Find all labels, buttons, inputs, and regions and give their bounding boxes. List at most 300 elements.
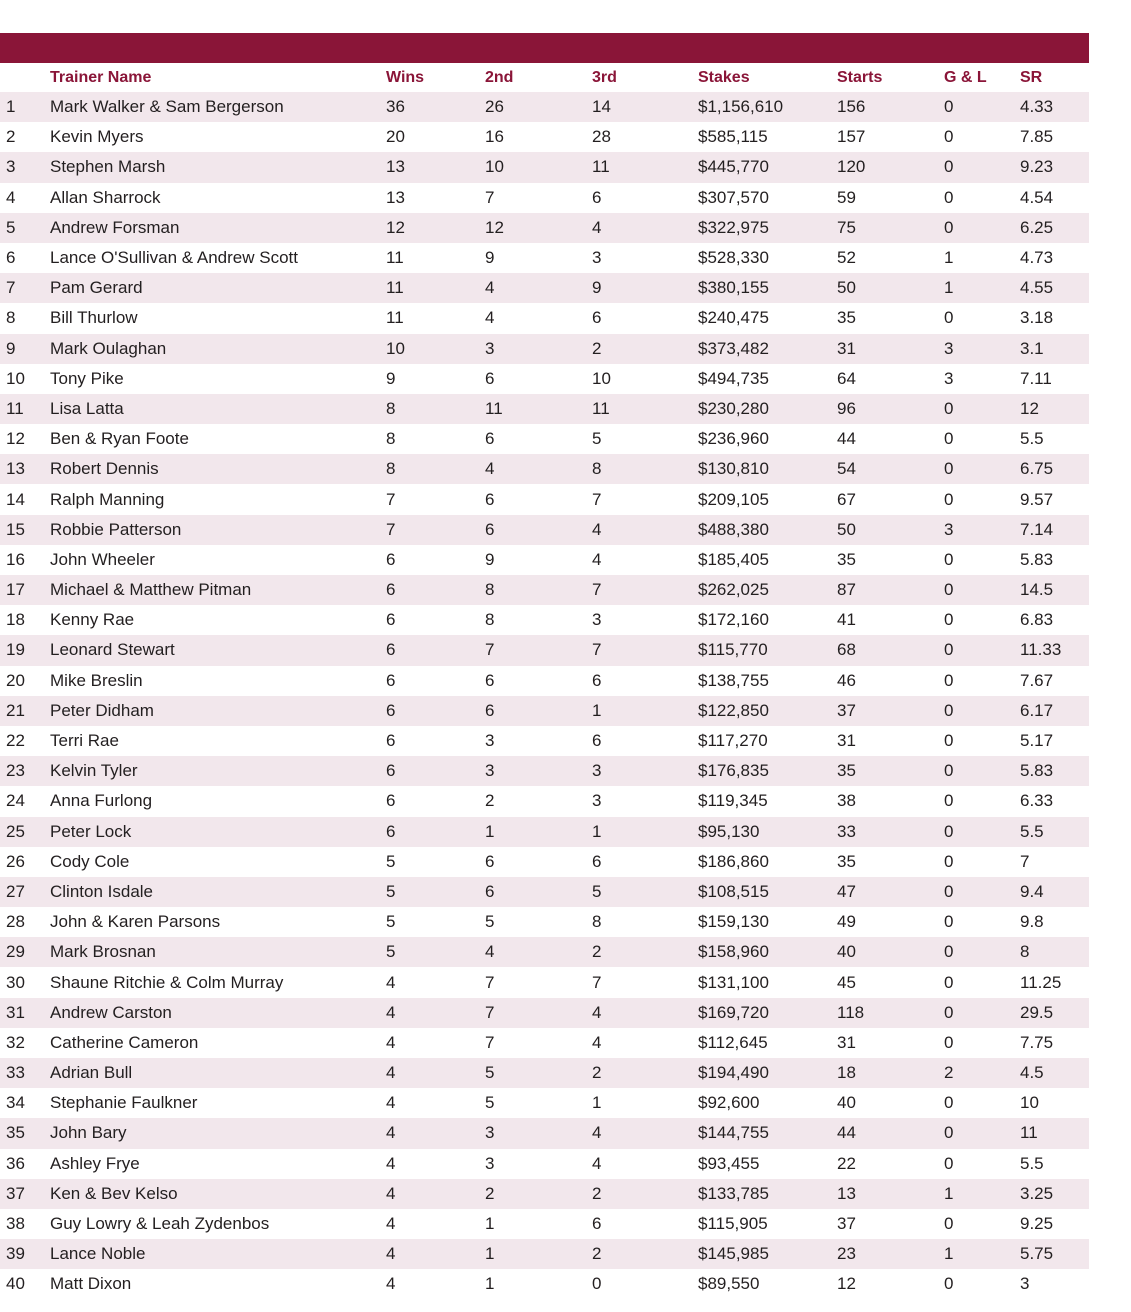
cell-sr: 8 (1020, 942, 1030, 962)
cell-second: 16 (485, 127, 504, 147)
cell-sr: 10 (1020, 1093, 1039, 1113)
cell-trainer-name: Peter Lock (50, 821, 132, 841)
cell-second: 9 (485, 248, 495, 268)
table-row (0, 937, 1089, 967)
cell-stakes: $236,960 (698, 429, 769, 449)
cell-sr: 9.4 (1020, 881, 1044, 901)
cell-wins: 4 (386, 1063, 396, 1083)
cell-wins: 4 (386, 1274, 396, 1294)
cell-gl: 0 (944, 549, 954, 569)
table-row (0, 666, 1089, 696)
cell-gl: 0 (944, 1274, 954, 1294)
cell-gl: 0 (944, 851, 954, 871)
cell-rank: 31 (6, 1002, 25, 1022)
cell-starts: 40 (837, 942, 856, 962)
cell-third: 2 (592, 942, 602, 962)
cell-gl: 0 (944, 1002, 954, 1022)
cell-second: 7 (485, 1002, 495, 1022)
cell-third: 3 (592, 791, 602, 811)
cell-stakes: $158,960 (698, 942, 769, 962)
cell-gl: 0 (944, 157, 954, 177)
cell-stakes: $93,455 (698, 1153, 760, 1173)
cell-sr: 4.33 (1020, 97, 1054, 117)
cell-gl: 0 (944, 731, 954, 751)
cell-starts: 54 (837, 459, 856, 479)
cell-trainer-name: Robbie Patterson (50, 519, 182, 539)
cell-rank: 9 (6, 338, 16, 358)
cell-rank: 39 (6, 1244, 25, 1264)
cell-second: 8 (485, 580, 495, 600)
table-row (0, 907, 1089, 937)
cell-stakes: $122,850 (698, 700, 769, 720)
cell-starts: 31 (837, 338, 856, 358)
cell-wins: 5 (386, 912, 396, 932)
cell-starts: 35 (837, 308, 856, 328)
cell-second: 3 (485, 338, 495, 358)
cell-rank: 15 (6, 519, 25, 539)
cell-wins: 36 (386, 97, 405, 117)
table-row (0, 243, 1089, 273)
cell-trainer-name: Kenny Rae (50, 610, 135, 630)
cell-trainer-name: Leonard Stewart (50, 640, 175, 660)
cell-sr: 7.67 (1020, 670, 1054, 690)
table-row (0, 756, 1089, 786)
cell-gl: 0 (944, 1093, 954, 1113)
table-row (0, 635, 1089, 665)
cell-second: 11 (485, 398, 503, 418)
cell-sr: 7 (1020, 851, 1030, 871)
cell-wins: 5 (386, 881, 396, 901)
cell-sr: 11.33 (1020, 640, 1062, 660)
cell-sr: 11.25 (1020, 972, 1062, 992)
cell-rank: 36 (6, 1153, 25, 1173)
cell-rank: 22 (6, 731, 25, 751)
cell-third: 8 (592, 459, 602, 479)
cell-gl: 1 (944, 1183, 954, 1203)
cell-trainer-name: John Wheeler (50, 549, 155, 569)
cell-second: 2 (485, 1183, 495, 1203)
cell-wins: 8 (386, 459, 396, 479)
cell-rank: 10 (6, 368, 25, 388)
table-row (0, 334, 1089, 364)
cell-second: 3 (485, 761, 495, 781)
cell-gl: 0 (944, 1153, 954, 1173)
cell-second: 12 (485, 217, 504, 237)
cell-second: 1 (485, 1244, 495, 1264)
cell-gl: 0 (944, 489, 954, 509)
cell-gl: 0 (944, 1032, 954, 1052)
table-row (0, 484, 1089, 514)
cell-gl: 1 (944, 248, 954, 268)
cell-sr: 3 (1020, 1274, 1030, 1294)
cell-sr: 5.5 (1020, 429, 1044, 449)
cell-rank: 32 (6, 1032, 25, 1052)
cell-third: 7 (592, 489, 602, 509)
cell-third: 6 (592, 1214, 602, 1234)
cell-wins: 10 (386, 338, 405, 358)
cell-trainer-name: Mike Breslin (50, 670, 143, 690)
cell-gl: 1 (944, 278, 954, 298)
cell-sr: 6.75 (1020, 459, 1054, 479)
cell-sr: 5.17 (1020, 731, 1054, 751)
table-row (0, 303, 1089, 333)
table-row (0, 273, 1089, 303)
table-row (0, 1239, 1089, 1269)
cell-sr: 29.5 (1020, 1002, 1054, 1022)
cell-third: 1 (592, 1093, 602, 1113)
cell-second: 1 (485, 1214, 495, 1234)
cell-gl: 0 (944, 187, 954, 207)
cell-third: 28 (592, 127, 611, 147)
cell-stakes: $115,905 (698, 1214, 768, 1234)
cell-rank: 6 (6, 248, 16, 268)
cell-rank: 34 (6, 1093, 25, 1113)
cell-gl: 1 (944, 1244, 954, 1264)
cell-trainer-name: Shaune Ritchie & Colm Murray (50, 972, 284, 992)
cell-stakes: $240,475 (698, 308, 769, 328)
table-header (0, 63, 1089, 92)
cell-starts: 44 (837, 1123, 856, 1143)
cell-gl: 0 (944, 308, 954, 328)
cell-sr: 5.75 (1020, 1244, 1054, 1264)
table-row (0, 122, 1089, 152)
table-row (0, 1088, 1089, 1118)
cell-third: 1 (592, 821, 602, 841)
cell-second: 3 (485, 731, 495, 751)
cell-third: 8 (592, 912, 602, 932)
cell-trainer-name: Peter Didham (50, 700, 154, 720)
table-body (0, 92, 1089, 1300)
cell-starts: 157 (837, 127, 866, 147)
cell-stakes: $194,490 (698, 1063, 769, 1083)
cell-third: 2 (592, 1183, 602, 1203)
cell-rank: 28 (6, 912, 25, 932)
cell-trainer-name: Kelvin Tyler (50, 761, 138, 781)
table-row (0, 998, 1089, 1028)
cell-starts: 156 (837, 97, 866, 117)
cell-starts: 96 (837, 398, 856, 418)
cell-sr: 9.8 (1020, 912, 1044, 932)
cell-gl: 0 (944, 761, 954, 781)
table-row (0, 877, 1089, 907)
cell-wins: 5 (386, 851, 396, 871)
cell-rank: 8 (6, 308, 16, 328)
cell-stakes: $176,835 (698, 761, 769, 781)
cell-trainer-name: Allan Sharrock (50, 187, 161, 207)
cell-sr: 9.25 (1020, 1214, 1054, 1234)
cell-stakes: $95,130 (698, 821, 760, 841)
cell-starts: 37 (837, 700, 856, 720)
column-header-rank (0, 63, 50, 92)
table-row (0, 1179, 1089, 1209)
cell-sr: 7.11 (1020, 368, 1052, 388)
cell-stakes: $89,550 (698, 1274, 760, 1294)
cell-stakes: $494,735 (698, 368, 769, 388)
cell-rank: 5 (6, 217, 16, 237)
cell-third: 4 (592, 1123, 602, 1143)
cell-trainer-name: Matt Dixon (50, 1274, 132, 1294)
cell-wins: 4 (386, 1002, 396, 1022)
cell-gl: 3 (944, 338, 954, 358)
cell-stakes: $115,770 (698, 640, 768, 660)
cell-wins: 7 (386, 489, 396, 509)
cell-stakes: $185,405 (698, 549, 769, 569)
cell-trainer-name: Ken & Bev Kelso (50, 1183, 178, 1203)
cell-starts: 50 (837, 278, 856, 298)
cell-trainer-name: Mark Oulaghan (50, 338, 167, 358)
cell-sr: 5.83 (1020, 761, 1054, 781)
cell-rank: 12 (6, 429, 25, 449)
cell-rank: 40 (6, 1274, 25, 1294)
cell-second: 2 (485, 791, 495, 811)
cell-trainer-name: Lisa Latta (50, 398, 124, 418)
table-row (0, 364, 1089, 394)
cell-rank: 29 (6, 942, 25, 962)
cell-trainer-name: Lance O'Sullivan & Andrew Scott (50, 248, 298, 268)
cell-gl: 0 (944, 580, 954, 600)
cell-rank: 27 (6, 881, 25, 901)
cell-rank: 20 (6, 670, 25, 690)
table-row (0, 1058, 1089, 1088)
table-row (0, 454, 1089, 484)
cell-wins: 6 (386, 821, 396, 841)
cell-gl: 0 (944, 1214, 954, 1234)
cell-third: 1 (592, 700, 602, 720)
cell-wins: 4 (386, 972, 396, 992)
cell-third: 4 (592, 549, 602, 569)
cell-third: 3 (592, 610, 602, 630)
cell-second: 10 (485, 157, 504, 177)
cell-second: 4 (485, 942, 495, 962)
cell-wins: 6 (386, 791, 396, 811)
cell-sr: 5.5 (1020, 821, 1044, 841)
cell-wins: 5 (386, 942, 396, 962)
cell-trainer-name: Catherine Cameron (50, 1032, 199, 1052)
cell-rank: 19 (6, 640, 25, 660)
table-row (0, 786, 1089, 816)
cell-wins: 12 (386, 217, 405, 237)
cell-rank: 13 (6, 459, 25, 479)
cell-sr: 7.85 (1020, 127, 1054, 147)
column-header-starts: Starts (837, 68, 883, 86)
table-row (0, 515, 1089, 545)
cell-second: 7 (485, 1032, 495, 1052)
cell-wins: 8 (386, 398, 396, 418)
cell-trainer-name: Kevin Myers (50, 127, 144, 147)
cell-third: 0 (592, 1274, 602, 1294)
cell-third: 11 (592, 398, 610, 418)
cell-gl: 0 (944, 670, 954, 690)
table-row (0, 605, 1089, 635)
cell-second: 6 (485, 429, 495, 449)
cell-starts: 12 (837, 1274, 856, 1294)
cell-sr: 9.57 (1020, 489, 1054, 509)
cell-wins: 6 (386, 670, 396, 690)
cell-trainer-name: Stephen Marsh (50, 157, 166, 177)
cell-gl: 0 (944, 912, 954, 932)
cell-sr: 12 (1020, 398, 1039, 418)
column-header-wins: Wins (386, 68, 425, 86)
cell-wins: 11 (386, 248, 404, 268)
table-row (0, 424, 1089, 454)
cell-sr: 7.14 (1020, 519, 1054, 539)
cell-wins: 4 (386, 1183, 396, 1203)
cell-wins: 6 (386, 731, 396, 751)
column-header-trainer-name: Trainer Name (50, 68, 152, 86)
cell-third: 10 (592, 368, 611, 388)
header-row (0, 63, 1089, 92)
cell-third: 5 (592, 429, 602, 449)
cell-rank: 11 (6, 398, 24, 418)
cell-second: 9 (485, 549, 495, 569)
cell-stakes: $445,770 (698, 157, 769, 177)
cell-trainer-name: John & Karen Parsons (50, 912, 221, 932)
cell-sr: 11 (1020, 1123, 1038, 1143)
cell-stakes: $144,755 (698, 1123, 769, 1143)
cell-starts: 31 (837, 731, 856, 751)
table-row (0, 1028, 1089, 1058)
cell-trainer-name: Andrew Forsman (50, 217, 180, 237)
cell-starts: 75 (837, 217, 856, 237)
cell-starts: 67 (837, 489, 856, 509)
cell-stakes: $133,785 (698, 1183, 769, 1203)
cell-second: 3 (485, 1153, 495, 1173)
column-header-sr: SR (1020, 68, 1043, 86)
cell-stakes: $117,270 (698, 731, 768, 751)
cell-rank: 30 (6, 972, 25, 992)
cell-third: 3 (592, 761, 602, 781)
cell-trainer-name: Lance Noble (50, 1244, 146, 1264)
cell-wins: 4 (386, 1153, 396, 1173)
table-row (0, 394, 1089, 424)
cell-gl: 0 (944, 972, 954, 992)
cell-second: 6 (485, 881, 495, 901)
cell-rank: 18 (6, 610, 25, 630)
cell-starts: 50 (837, 519, 856, 539)
cell-trainer-name: Bill Thurlow (50, 308, 138, 328)
cell-wins: 6 (386, 700, 396, 720)
table-row (0, 152, 1089, 182)
cell-gl: 0 (944, 821, 954, 841)
cell-stakes: $380,155 (698, 278, 769, 298)
cell-stakes: $186,860 (698, 851, 769, 871)
cell-trainer-name: Robert Dennis (50, 459, 159, 479)
cell-gl: 0 (944, 881, 954, 901)
cell-starts: 49 (837, 912, 856, 932)
cell-third: 9 (592, 278, 602, 298)
table-row (0, 847, 1089, 877)
cell-gl: 2 (944, 1063, 954, 1083)
cell-starts: 64 (837, 368, 856, 388)
column-header-third: 3rd (592, 68, 617, 86)
cell-trainer-name: Clinton Isdale (50, 881, 154, 901)
cell-second: 7 (485, 640, 495, 660)
cell-trainer-name: John Bary (50, 1123, 127, 1143)
cell-wins: 6 (386, 640, 396, 660)
cell-second: 1 (485, 1274, 495, 1294)
cell-second: 1 (485, 821, 495, 841)
cell-third: 7 (592, 580, 602, 600)
cell-trainer-name: Ashley Frye (50, 1153, 140, 1173)
cell-second: 4 (485, 278, 495, 298)
cell-gl: 0 (944, 459, 954, 479)
cell-stakes: $138,755 (698, 670, 769, 690)
cell-third: 7 (592, 972, 602, 992)
cell-third: 4 (592, 519, 602, 539)
cell-third: 6 (592, 187, 602, 207)
cell-wins: 7 (386, 519, 396, 539)
cell-rank: 1 (6, 97, 16, 117)
cell-trainer-name: Tony Pike (50, 368, 124, 388)
cell-third: 2 (592, 338, 602, 358)
cell-starts: 45 (837, 972, 856, 992)
cell-starts: 37 (837, 1214, 856, 1234)
cell-wins: 6 (386, 610, 396, 630)
cell-third: 3 (592, 248, 602, 268)
cell-trainer-name: Michael & Matthew Pitman (50, 580, 252, 600)
cell-third: 2 (592, 1063, 602, 1083)
cell-gl: 3 (944, 368, 954, 388)
cell-trainer-name: Terri Rae (50, 731, 119, 751)
cell-sr: 4.54 (1020, 187, 1054, 207)
cell-third: 6 (592, 731, 602, 751)
cell-gl: 3 (944, 519, 954, 539)
cell-third: 6 (592, 670, 602, 690)
table-row (0, 1209, 1089, 1239)
cell-sr: 4.5 (1020, 1063, 1044, 1083)
cell-second: 8 (485, 610, 495, 630)
cell-gl: 0 (944, 217, 954, 237)
cell-sr: 3.25 (1020, 1183, 1054, 1203)
cell-rank: 14 (6, 489, 25, 509)
cell-starts: 68 (837, 640, 856, 660)
cell-third: 4 (592, 1153, 602, 1173)
cell-rank: 4 (6, 187, 16, 207)
table-row (0, 1118, 1089, 1148)
cell-starts: 59 (837, 187, 856, 207)
cell-rank: 3 (6, 157, 16, 177)
table-row (0, 92, 1089, 122)
cell-sr: 3.18 (1020, 308, 1054, 328)
cell-wins: 6 (386, 580, 396, 600)
cell-wins: 4 (386, 1093, 396, 1113)
table-row (0, 1269, 1089, 1299)
cell-wins: 20 (386, 127, 405, 147)
cell-rank: 38 (6, 1214, 25, 1234)
cell-starts: 40 (837, 1093, 856, 1113)
cell-stakes: $119,345 (698, 791, 768, 811)
cell-gl: 0 (944, 700, 954, 720)
cell-starts: 118 (837, 1002, 865, 1022)
cell-second: 6 (485, 368, 495, 388)
cell-third: 7 (592, 640, 602, 660)
cell-trainer-name: Pam Gerard (50, 278, 143, 298)
cell-second: 7 (485, 187, 495, 207)
cell-gl: 0 (944, 429, 954, 449)
cell-second: 5 (485, 1063, 495, 1083)
cell-rank: 25 (6, 821, 25, 841)
cell-gl: 0 (944, 640, 954, 660)
cell-third: 6 (592, 308, 602, 328)
cell-sr: 7.75 (1020, 1032, 1054, 1052)
cell-starts: 47 (837, 881, 856, 901)
cell-trainer-name: Mark Walker & Sam Bergerson (50, 97, 284, 117)
cell-rank: 23 (6, 761, 25, 781)
cell-rank: 35 (6, 1123, 25, 1143)
cell-sr: 6.25 (1020, 217, 1054, 237)
cell-rank: 16 (6, 549, 25, 569)
cell-second: 26 (485, 97, 504, 117)
